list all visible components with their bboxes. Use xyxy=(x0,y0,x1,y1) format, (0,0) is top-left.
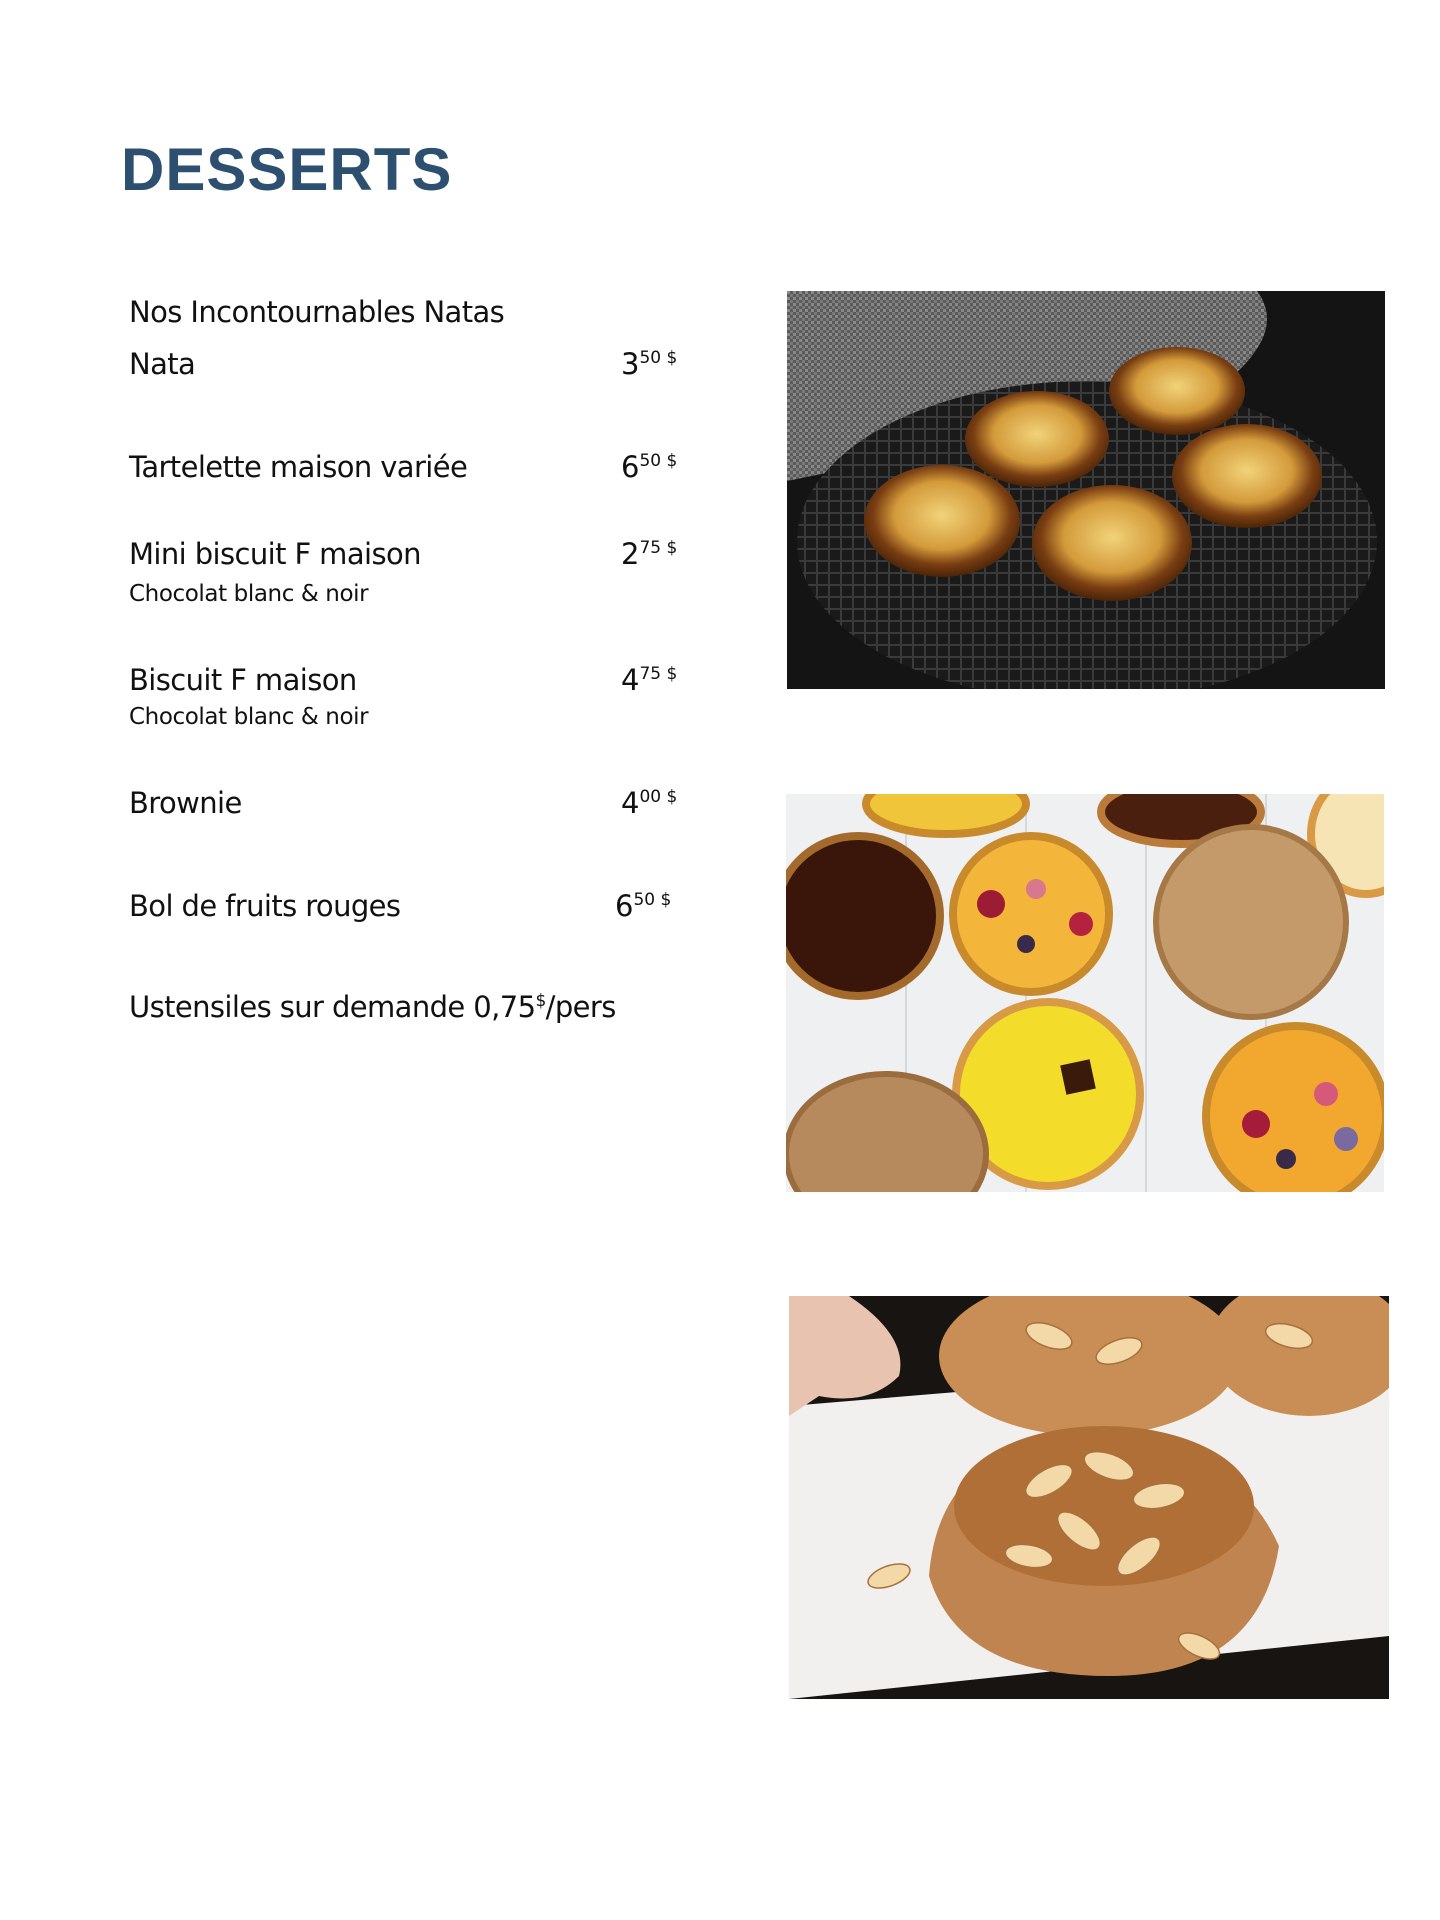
menu-item-biscuit-desc: Chocolat blanc & noir xyxy=(129,704,369,730)
menu-item-brownie: Brownie xyxy=(129,786,242,820)
menu-item-biscuit: Biscuit F maison xyxy=(129,663,357,697)
price-brownie: $4^{00 \$}$ xyxy=(621,786,678,820)
section-label: Nos Incontournables Natas xyxy=(129,295,505,329)
menu-item-mini-biscuit: Mini biscuit F maison xyxy=(129,537,421,571)
utensils-note: Ustensiles sur demande 0,75$/pers xyxy=(129,990,616,1024)
price-biscuit: $4^{75 \$}$ xyxy=(621,663,678,697)
menu-item-mini-biscuit-desc: Chocolat blanc & noir xyxy=(129,581,369,607)
price-tartelette: $6^{50 \$}$ xyxy=(621,450,678,484)
page-title: DESSERTS xyxy=(121,136,453,203)
price-mini-biscuit: $2^{75 \$}$ xyxy=(621,537,678,571)
natas-photo xyxy=(787,291,1385,689)
price-fruits-rouges: $6^{50 \$}$ xyxy=(615,889,672,923)
almond-tarts-photo xyxy=(789,1296,1389,1699)
menu-item-fruits-rouges: Bol de fruits rouges xyxy=(129,889,401,923)
tarts-photo xyxy=(786,794,1384,1192)
price-nata: $3^{50 \$}$ xyxy=(621,347,678,381)
menu-item-tartelette: Tartelette maison variée xyxy=(129,450,468,484)
menu-item-nata: Nata xyxy=(129,347,196,381)
